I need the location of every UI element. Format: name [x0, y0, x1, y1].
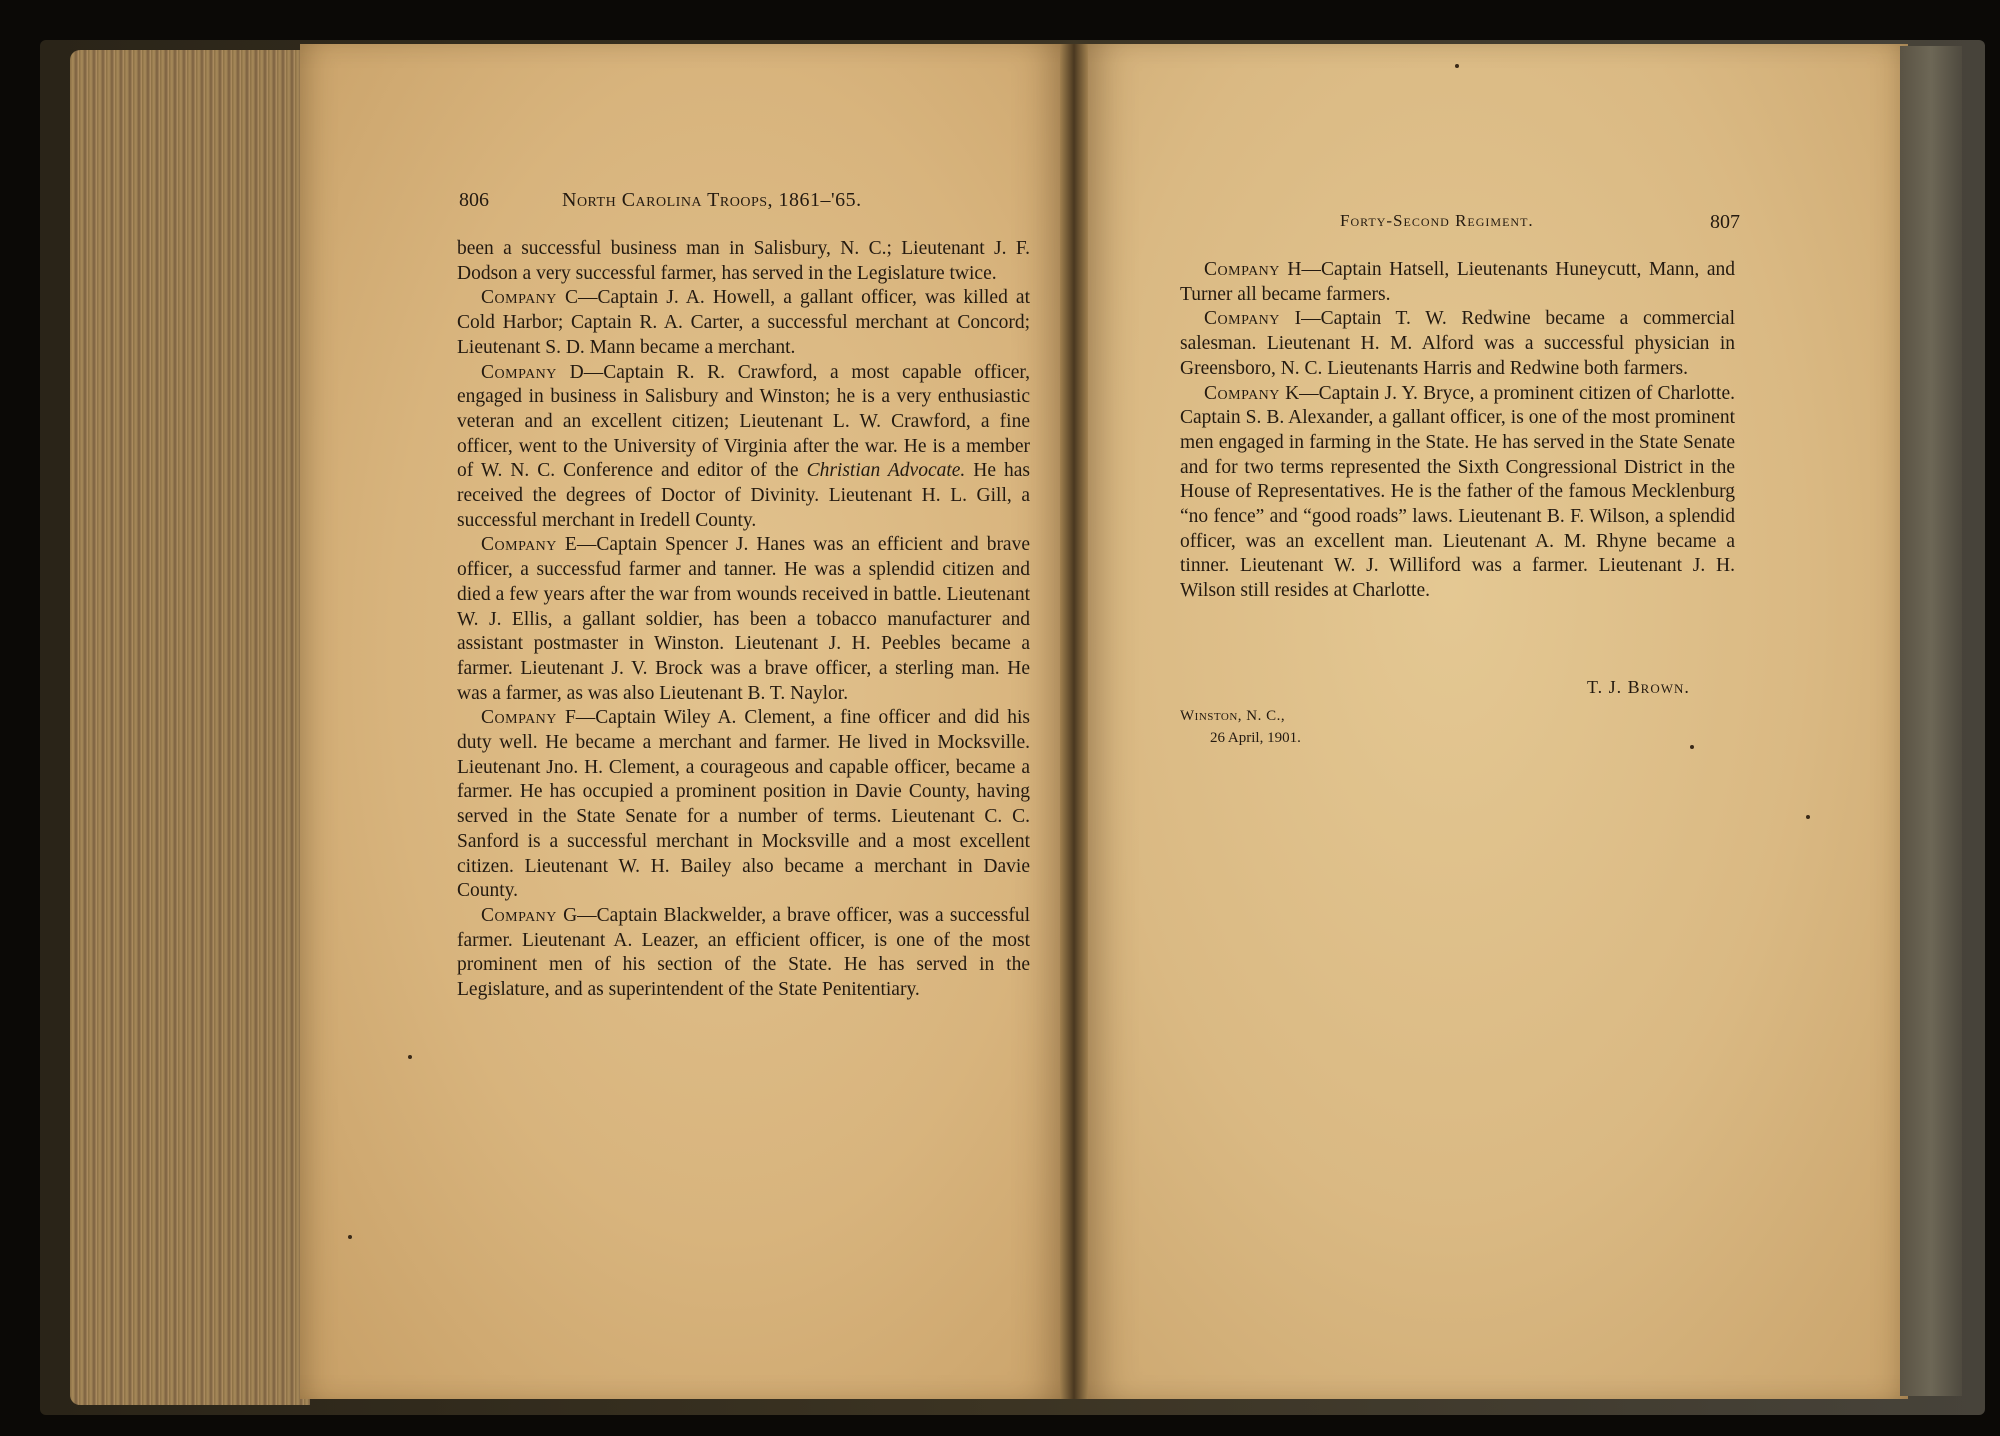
paragraph-company-h	[1180, 258, 1735, 307]
paragraph-text: He has received the degrees of Doctor of Divinity. Lieutenant H. L. Gill, a successful merchant in Iredell County.	[457, 460, 1030, 531]
company-label: Company	[481, 904, 557, 926]
paragraph-text: been a successful business man in Salisbury, N. C.; Lieutenant J. F. Dodson a very successful farmer, has served in the Legislature twice.	[457, 238, 1030, 284]
paragraph-text: E—Captain Spencer J. Hanes was an efficient and brave officer, a successfud farmer and tanner. He was a splendid citizen and died a few years after the war from wounds received in battle. Lieutenant W. J. Ellis, a gallant soldier, has been a tobacco manufacturer and assistant postmaster in Winston. Lieutenant J. H. Peebles became a farmer. Lieutenant J. V. Brock was a brave officer, a sterling man. He was a farmer, as was also Lieutenant B. T. Naylor.	[457, 534, 1030, 704]
paragraph-company-e	[457, 533, 1030, 706]
paragraph-company-g	[457, 904, 1030, 1003]
company-label: Company	[481, 534, 557, 556]
paper-speck	[348, 1235, 352, 1239]
paper-speck	[408, 1055, 412, 1059]
dateline	[1180, 705, 1301, 749]
paragraph-text: F—Captain Wiley A. Clement, a fine officer and did his duty well. He became a merchant and farmer. He lived in Mocksville. Lieutenant Jno. H. Clement, a courageous and capable officer, became a farmer. He has occupied a prominent position in Davie County, having served in the State Senate for a number of terms. Lieutenant C. C. Sanford is a successful merchant in Mocksville and a most excellent citizen. Lieutenant W. H. Bailey also became a merchant in Davie County.	[457, 707, 1030, 902]
left-body-text	[457, 237, 1030, 1003]
dateline-place: Winston, N. C.,	[1180, 708, 1286, 724]
paper-speck	[1690, 745, 1694, 749]
dateline-date: 26 April, 1901.	[1210, 730, 1301, 746]
company-label: Company	[1204, 308, 1280, 330]
paragraph-company-i	[1180, 307, 1735, 381]
paper-speck	[1455, 64, 1459, 68]
paragraph-company-d	[457, 361, 1030, 534]
company-label: Company	[1204, 382, 1280, 404]
paragraph-text: K—Captain J. Y. Bryce, a prominent citizen of Charlotte. Captain S. B. Alexander, a gallant officer, is one of the most prominent men engaged in farming in the State. He has served in the State Senate and for two terms represented the Sixth Congressional District in the House of Representatives. He is the father of the famous Mecklenburg “no fence” and “good roads” laws. Lieutenant B. F. Wilson, a splendid officer, was an excellent man. Lieutenant A. M. Rhyne became a tinner. Lieutenant W. J. Williford was a farmer. Lieutenant J. H. Wilson still resides at Charlotte.	[1180, 382, 1735, 602]
italic-title: Christian Advocate.	[806, 460, 966, 482]
paragraph-company-c	[457, 286, 1030, 360]
paragraph-text: G—Captain Blackwelder, a brave officer, was a successful farmer. Lieutenant A. Leazer, an efficient officer, is one of the most prominent men of his section of the State. He has served in the Legislature, and as superintendent of the State Penitentiary.	[457, 904, 1030, 1001]
book-gutter	[1060, 44, 1088, 1399]
company-label: Company	[481, 707, 557, 729]
company-label: Company	[1204, 259, 1280, 280]
right-body-text	[1180, 258, 1735, 604]
company-label: Company	[481, 287, 557, 309]
paragraph-text: H—Captain Hatsell, Lieutenants Huneycutt, Mann, and Turner all became farmers.	[1180, 259, 1735, 305]
paragraph-company-f	[457, 706, 1030, 904]
page-edges	[70, 50, 310, 1405]
company-label: Company	[481, 361, 557, 383]
paragraph-text: I—Captain T. W. Redwine became a commercial salesman. Lieutenant H. M. Alford was a successful physician in Greensboro, N. C. Lieutenants Harris and Redwine both farmers.	[1180, 308, 1735, 379]
left-running-title: North Carolina Troops, 1861–'65.	[562, 189, 862, 211]
left-page-number: 806	[459, 189, 489, 211]
paragraph-text: D—Captain R. R. Crawford, a most capable officer, engaged in business in Salisbury and Winston; he is a very enthusiastic veteran and an excellent citizen; Lieutenant L. W. Crawford, a fine officer, went to the University of Virginia after the war. He is a member of W. N. C. Conference and editor of the	[457, 361, 1030, 482]
cover-edge	[1900, 46, 1962, 1396]
paragraph	[457, 237, 1030, 286]
paragraph-text: C—Captain J. A. Howell, a gallant officer, was killed at Cold Harbor; Captain R. A. Carter, a successful merchant at Concord; Lieutenant S. D. Mann became a merchant.	[457, 287, 1030, 358]
right-running-title: Forty-Second Regiment.	[1340, 211, 1534, 230]
paragraph-company-k	[1180, 382, 1735, 604]
right-page-number: 807	[1710, 211, 1740, 233]
paper-speck	[1806, 815, 1810, 819]
author-signature: T. J. Brown.	[1587, 677, 1690, 697]
